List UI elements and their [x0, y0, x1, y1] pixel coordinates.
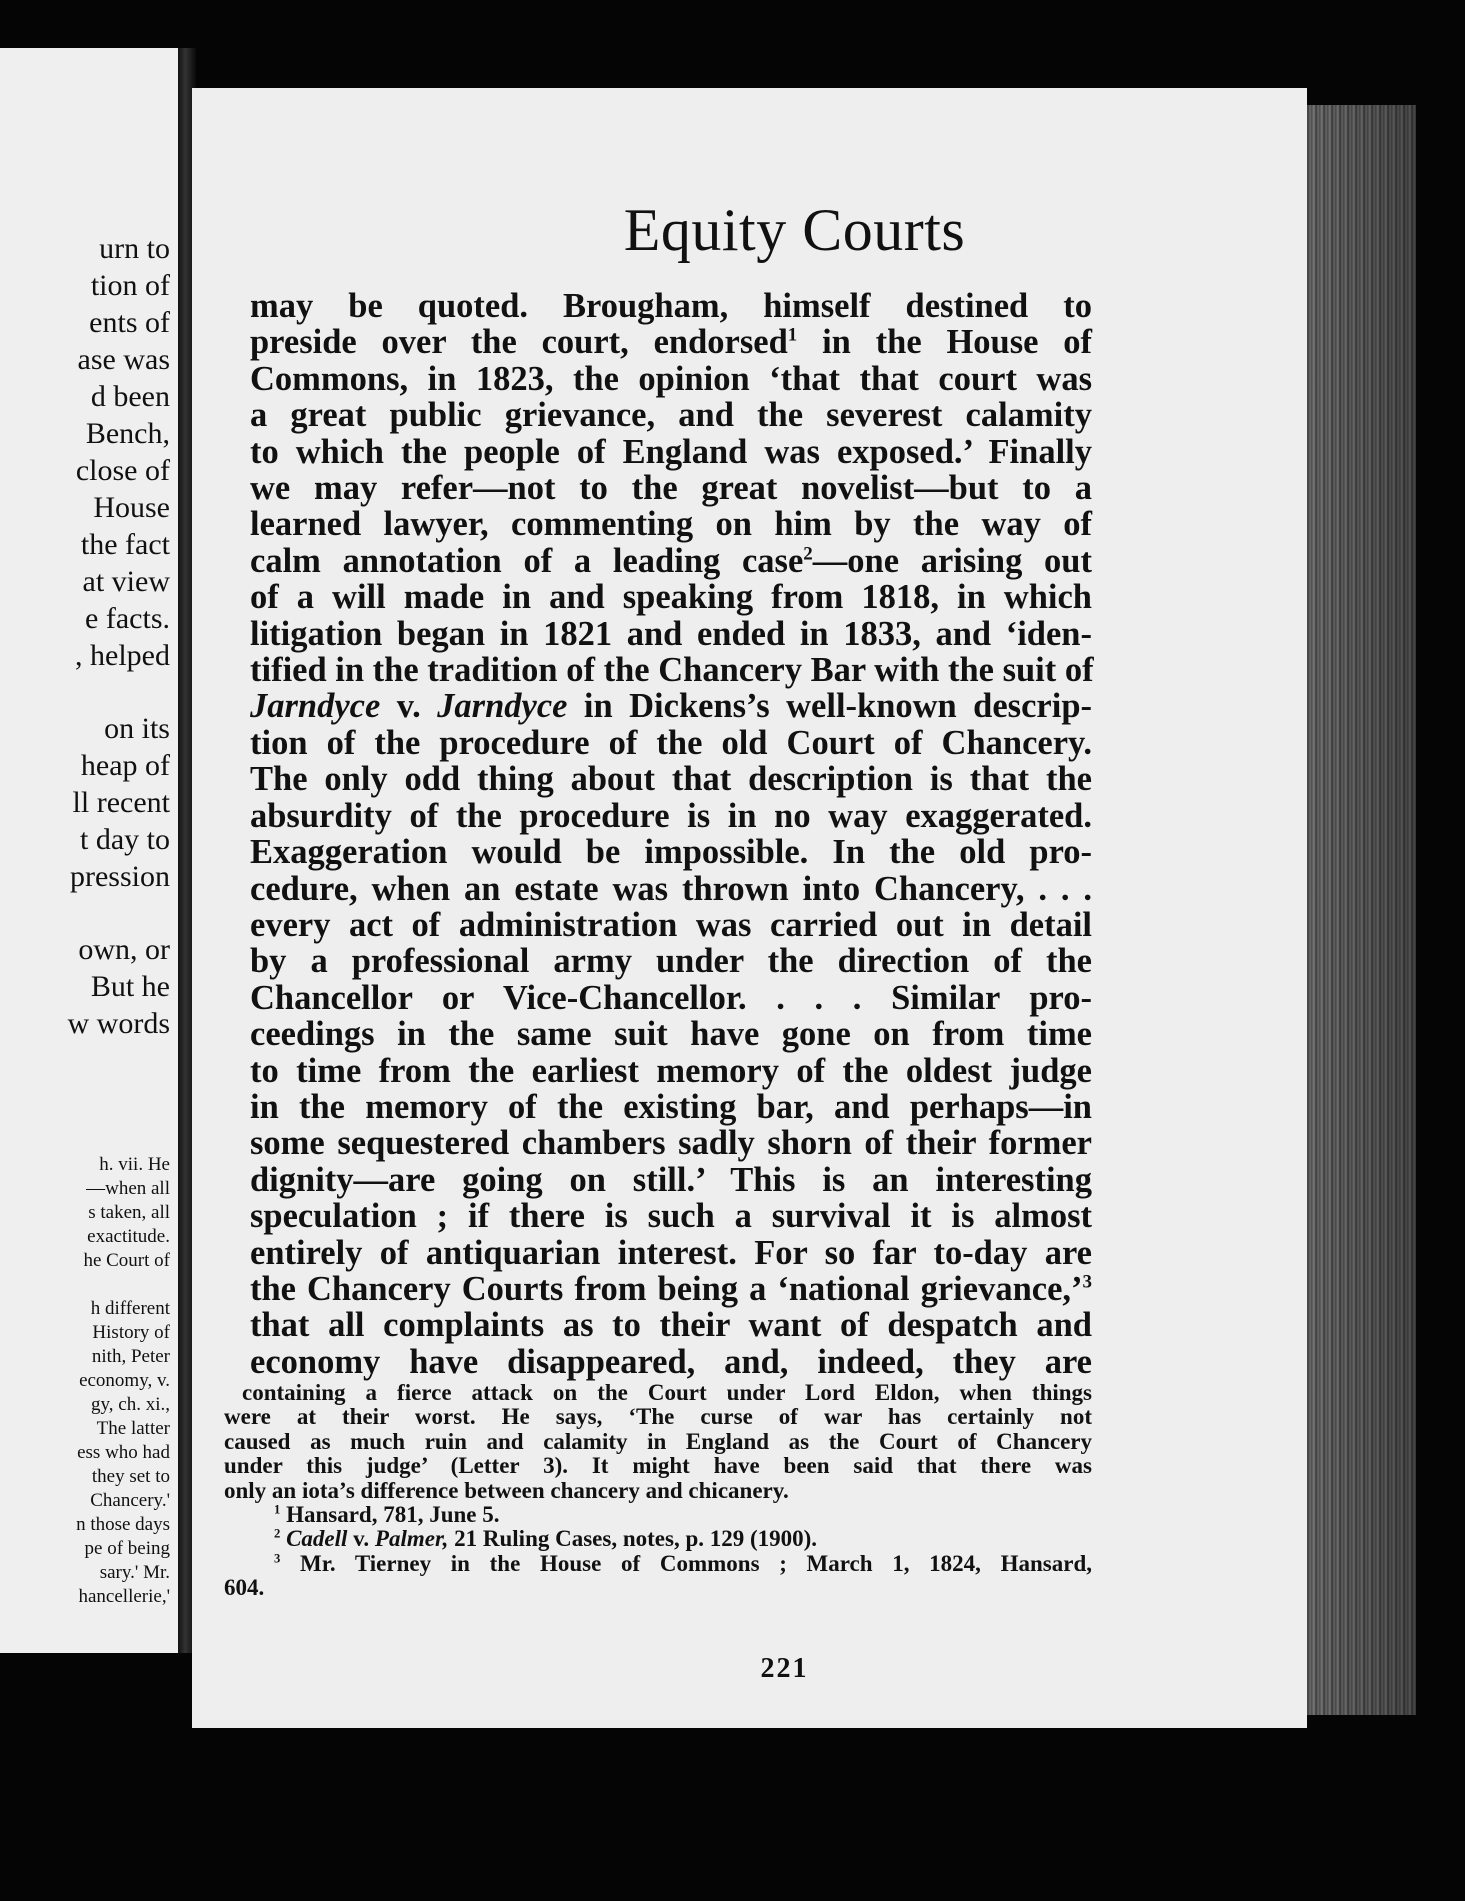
body-line: ceedings in the same suit have gone on from time	[250, 1015, 1092, 1054]
footnote-3	[224, 1552, 1092, 1576]
body-line-text: in Dickens’s well-known descrip-	[567, 687, 1092, 726]
previous-page-note-line	[0, 1273, 170, 1297]
body-line: litigation began in 1821 and ended in 1833, and ‘iden-	[250, 614, 1092, 653]
body-line-text: preside over the court, endorsed	[250, 323, 788, 362]
footnotes	[224, 1381, 1092, 1601]
body-line: learned lawyer, commenting on him by the way of	[250, 505, 1092, 544]
body-line: of a will made in and speaking from 1818, in which	[250, 578, 1092, 617]
running-head-title: Equity Courts	[623, 197, 966, 263]
body-line-text: in the House of	[797, 323, 1093, 362]
body-line: Chancellor or Vice-Chancellor. . . . Similar pro-	[250, 978, 1092, 1017]
footnote-ref: 2	[803, 543, 813, 565]
case-name-italic: Cadell	[286, 1526, 348, 1552]
body-line: The only odd thing about that description is that the	[250, 760, 1092, 799]
body-line: speculation ; if there is such a survival it is almost	[250, 1197, 1092, 1236]
previous-page-line: e facts.	[85, 602, 170, 635]
previous-page-line: But he	[90, 970, 170, 1003]
body-line: tion of the procedure of the old Court of Chancery.	[250, 723, 1092, 762]
body-line: by a professional army under the direction of the	[250, 942, 1092, 981]
previous-page-note-line: History of	[92, 1322, 170, 1343]
previous-page-line: Bench,	[85, 417, 170, 450]
previous-page-note-line: economy, v.	[79, 1370, 170, 1391]
previous-page-line: close of	[75, 454, 170, 487]
previous-page-note-line: n those days	[76, 1514, 170, 1535]
body-line-text: the Chancery Courts from being a ‘national grievance,’	[250, 1269, 1083, 1308]
body-line: some sequestered chambers sadly shorn of their former	[250, 1124, 1092, 1163]
footnote-ref: 3	[1082, 1271, 1092, 1293]
footnote-3-continuation: 604.	[224, 1575, 265, 1601]
previous-page-notes	[0, 1153, 170, 1609]
body-line: economy have disappeared, and, indeed, they are	[250, 1342, 1092, 1381]
body-line: Exaggeration would be impossible. In the old pro-	[250, 833, 1092, 872]
previous-page-body	[0, 230, 170, 1042]
previous-page-note-line: hancellerie,'	[78, 1586, 170, 1607]
previous-page-line: , helped	[75, 639, 170, 672]
footnote-text: Mr. Tierney in the House of Commons ; March 1, 1824, Hansard,	[300, 1550, 1092, 1576]
previous-page-line: the fact	[80, 528, 170, 561]
body-line: to which the people of England was exposed.’ Finally	[250, 432, 1092, 471]
previous-page-line: tion of	[90, 269, 170, 302]
case-name-italic: Palmer,	[374, 1526, 449, 1552]
body-line-text: calm annotation of a leading case	[250, 541, 804, 580]
body-line: in the memory of the existing bar, and perhaps—in	[250, 1087, 1092, 1126]
previous-page-line: ase was	[77, 343, 170, 376]
body-line-text: v.	[380, 687, 438, 726]
body-line: we may refer—not to the great novelist—but to a	[250, 469, 1092, 508]
body-line: entirely of antiquarian interest. For so far to-day are	[250, 1233, 1092, 1272]
previous-page-line: w words	[67, 1007, 170, 1040]
body-line: Commons, in 1823, the opinion ‘that that court was	[250, 359, 1092, 398]
previous-page-line: on its	[104, 712, 170, 745]
body-line	[250, 1271, 1092, 1307]
previous-page-line: ll recent	[72, 786, 170, 819]
body-line: cedure, when an estate was thrown into Chancery, . . .	[250, 869, 1092, 908]
body-line: a great public grievance, and the severest calamity	[250, 396, 1092, 435]
body-line-text: —one arising out	[812, 541, 1092, 580]
body-line: that all complaints as to their want of despatch and	[250, 1306, 1092, 1345]
previous-page-note-line: ess who had	[77, 1442, 170, 1463]
previous-page	[0, 48, 181, 1653]
body-line: tified in the tradition of the Chancery Bar with the suit of	[250, 651, 1094, 690]
previous-page-line: t day to	[80, 823, 170, 856]
previous-page-line: urn to	[99, 232, 170, 265]
footnote-continuation-line: only an iota’s difference between chancery and chicanery.	[224, 1477, 789, 1503]
footnote-text: Hansard, 781, June 5.	[286, 1502, 500, 1528]
footnote-mark: 3	[274, 1551, 281, 1566]
footnote-ref: 1	[787, 324, 798, 346]
previous-page-line	[0, 895, 170, 931]
previous-page-note-line: The latter	[96, 1418, 170, 1439]
previous-page-line: heap of	[80, 749, 170, 782]
previous-page-line: own, or	[78, 933, 170, 966]
previous-page-note-line: gy, ch. xi.,	[91, 1394, 170, 1415]
body-line: dignity—are going on still.’ This is an interesting	[250, 1160, 1092, 1199]
case-name-italic: Jarndyce	[250, 687, 381, 726]
previous-page-note-line: s taken, all	[88, 1202, 170, 1223]
footnote-2	[224, 1527, 1092, 1551]
footnote-text: 21 Ruling Cases, notes, p. 129 (1900).	[448, 1526, 818, 1552]
page-number: 221	[760, 1653, 809, 1684]
page-edge-shade	[1296, 105, 1416, 1715]
previous-page-line: at view	[82, 565, 170, 598]
previous-page-line: House	[93, 491, 170, 524]
footnote-mark: 1	[274, 1502, 281, 1517]
previous-page-note-line: h different	[90, 1298, 170, 1319]
previous-page-note-line: nith, Peter	[91, 1346, 170, 1367]
body-line: absurdity of the procedure is in no way exaggerated.	[250, 796, 1092, 835]
footnote-continuation-line: under this judge’ (Letter 3). It might have been said that there was	[224, 1453, 1092, 1479]
previous-page-note-line: h. vii. He	[99, 1154, 170, 1175]
body-line: to time from the earliest memory of the oldest judge	[250, 1051, 1092, 1090]
previous-page-note-line: Chancery.'	[90, 1490, 170, 1511]
body-line: may be quoted. Brougham, himself destined to	[250, 287, 1092, 325]
previous-page-line: pression	[70, 860, 170, 893]
book-page	[192, 88, 1307, 1728]
previous-page-note-line: pe of being	[84, 1538, 170, 1559]
previous-page-note-line: they set to	[91, 1466, 170, 1487]
previous-page-note-line: he Court of	[83, 1250, 170, 1271]
footnote-text: v.	[347, 1526, 375, 1552]
footnote-continuation-line: were at their worst. He says, ‘The curse of war has certainly not	[224, 1404, 1092, 1430]
previous-page-line	[0, 674, 170, 710]
footnote-mark: 2	[274, 1526, 281, 1541]
body-line: every act of administration was carried out in detail	[250, 905, 1092, 944]
body-line	[250, 688, 1092, 724]
body-line	[250, 543, 1092, 579]
previous-page-note-line: exactitude.	[87, 1226, 170, 1247]
footnote-continuation-line: caused as much ruin and calamity in England as the Court of Chancery	[224, 1428, 1092, 1454]
previous-page-note-line: sary.' Mr.	[99, 1562, 170, 1583]
body-line	[250, 324, 1092, 360]
previous-page-line: ents of	[89, 306, 170, 339]
case-name-italic: Jarndyce	[437, 687, 568, 726]
footnote-continuation-line: containing a fierce attack on the Court under Lord Eldon, when things	[242, 1380, 1092, 1405]
body-text	[250, 288, 1092, 1380]
previous-page-line: d been	[90, 380, 170, 413]
previous-page-note-line: —when all	[86, 1178, 170, 1199]
footnote-1	[224, 1503, 1092, 1527]
